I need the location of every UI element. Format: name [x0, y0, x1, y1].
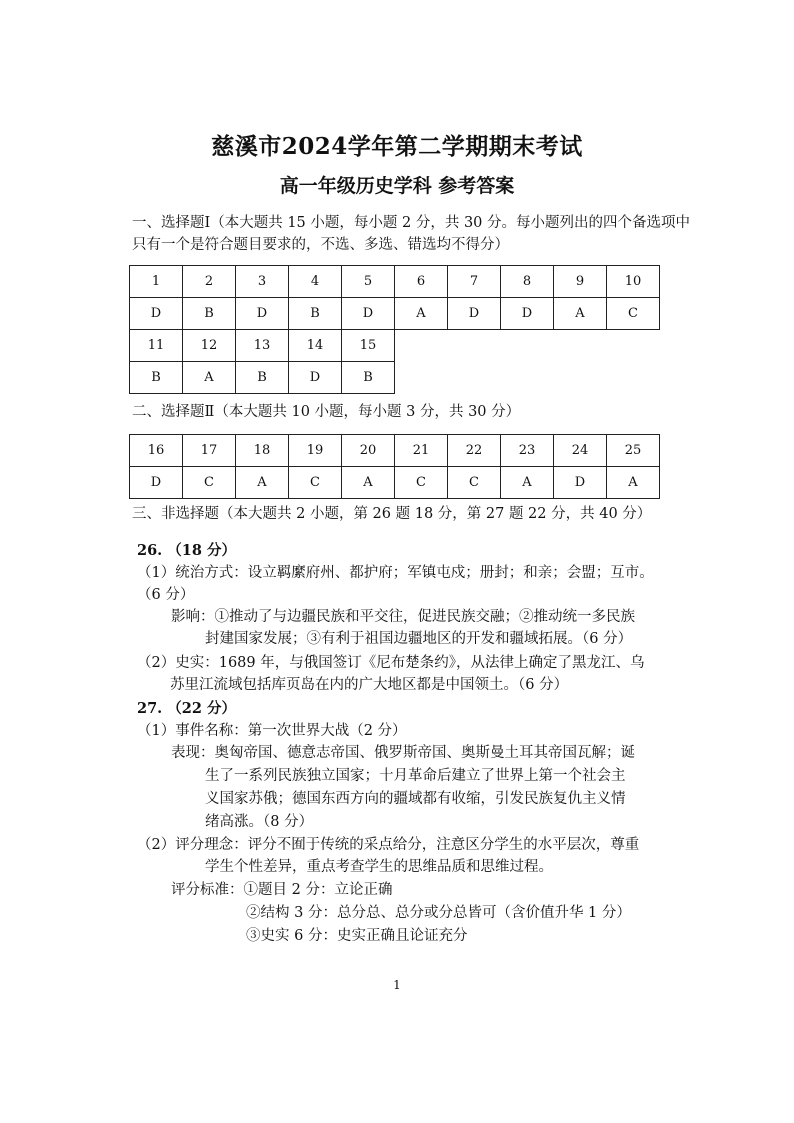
table-cell: D — [130, 467, 183, 499]
empty-cell — [607, 330, 660, 362]
q27-manifest-line1: 表现：奥匈帝国、德意志帝国、俄罗斯帝国、奥斯曼土耳其帝国瓦解；诞 — [171, 745, 635, 761]
table-cell: C — [183, 467, 236, 499]
q27-manifest-line2: 生了一系列民族独立国家；十月革命后建立了世界上第一个社会主 — [205, 768, 626, 784]
table-cell: B — [289, 298, 342, 330]
table-cell: C — [448, 467, 501, 499]
table-cell: B — [342, 362, 395, 394]
table-cell: A — [501, 467, 554, 499]
table-cell: B — [236, 362, 289, 394]
table-cell: A — [607, 467, 660, 499]
q26-heading: 26. （18 分） — [137, 542, 237, 559]
table-cell: C — [607, 298, 660, 330]
table-cell: A — [236, 467, 289, 499]
q26-impact-line2: 封建国家发展；③有利于祖国边疆地区的开发和疆域拓展。（6 分） — [205, 631, 633, 647]
table-cell: 17 — [183, 435, 236, 467]
table-cell: A — [183, 362, 236, 394]
answer-table-section1 — [129, 265, 660, 394]
q27-heading: 27. （22 分） — [137, 700, 237, 717]
table-cell: D — [289, 362, 342, 394]
table-cell: 18 — [236, 435, 289, 467]
table-row-question-numbers — [130, 330, 660, 362]
table-cell: 8 — [501, 266, 554, 298]
table-cell: 19 — [289, 435, 342, 467]
table-cell: 13 — [236, 330, 289, 362]
table-cell: 1 — [130, 266, 183, 298]
table-cell: C — [395, 467, 448, 499]
table-cell: D — [236, 298, 289, 330]
section3-heading: 三、非选择题（本大题共 2 小题，第 26 题 18 分，第 27 题 22 分，共 40 分） — [132, 506, 652, 522]
table-cell: 2 — [183, 266, 236, 298]
empty-cell — [554, 362, 607, 394]
table-cell: D — [448, 298, 501, 330]
q27-manifest-line4: 绪高涨。（8 分） — [205, 814, 314, 830]
q27-criteria-line3: ③史实 6 分：史实正确且论证充分 — [246, 928, 468, 944]
table-cell: 10 — [607, 266, 660, 298]
q26-part2-line1: （2）史实：1689 年，与俄国签订《尼布楚条约》，从法律上确定了黑龙江、乌 — [137, 655, 645, 671]
table-cell: A — [342, 467, 395, 499]
table-cell: 5 — [342, 266, 395, 298]
q26-impact-line1: 影响：①推动了与边疆民族和平交往，促进民族交融；②推动统一多民族 — [171, 609, 635, 625]
q27-criteria-line1: 评分标准：①题目 2 分：立论正确 — [171, 882, 393, 898]
table-cell: C — [289, 467, 342, 499]
q26-part1-line1: （1）统治方式：设立羁縻府州、都护府；军镇屯戍；册封；和亲；会盟；互市。 — [137, 565, 654, 581]
table-cell: 4 — [289, 266, 342, 298]
table-row-question-numbers — [130, 435, 660, 467]
q26-part2-line2: 苏里江流域包括库页岛在内的广大地区都是中国领土。（6 分） — [170, 677, 569, 693]
table-cell: 21 — [395, 435, 448, 467]
table-row-answers — [130, 298, 660, 330]
table-cell: 9 — [554, 266, 607, 298]
table-row-question-numbers — [130, 266, 660, 298]
table-cell: 23 — [501, 435, 554, 467]
q27-criteria-line2: ②结构 3 分：总分总、总分或分总皆可（含价值升华 1 分） — [246, 905, 631, 921]
table-cell: 25 — [607, 435, 660, 467]
empty-cell — [395, 362, 448, 394]
table-cell: 22 — [448, 435, 501, 467]
table-row-answers — [130, 362, 660, 394]
table-cell: A — [395, 298, 448, 330]
table-cell: 15 — [342, 330, 395, 362]
empty-cell — [607, 362, 660, 394]
table-cell: D — [554, 467, 607, 499]
empty-cell — [448, 362, 501, 394]
table-cell: D — [501, 298, 554, 330]
empty-cell — [501, 330, 554, 362]
table-cell: B — [183, 298, 236, 330]
table-cell: 12 — [183, 330, 236, 362]
q26-part1-line2: （6 分） — [137, 587, 195, 603]
q27-part2-line2: 学生个性差异，重点考查学生的思维品质和思维过程。 — [205, 859, 553, 875]
table-cell: 3 — [236, 266, 289, 298]
table-cell: D — [130, 298, 183, 330]
table-cell: 11 — [130, 330, 183, 362]
section1-intro-line2: 只有一个是符合题目要求的，不选、多选、错选均不得分） — [132, 237, 509, 253]
table-cell: 16 — [130, 435, 183, 467]
table-cell: 24 — [554, 435, 607, 467]
empty-cell — [448, 330, 501, 362]
page-subtitle: 高一年级历史学科 参考答案 — [279, 175, 515, 197]
empty-cell — [395, 330, 448, 362]
page-title: 慈溪市2024学年第二学期期末考试 — [211, 133, 583, 160]
table-cell: B — [130, 362, 183, 394]
q27-part2-line1: （2）评分理念：评分不囿于传统的采点给分，注意区分学生的水平层次，尊重 — [137, 837, 640, 853]
section2-heading: 二、选择题Ⅱ（本大题共 10 小题，每小题 3 分，共 30 分） — [132, 404, 521, 420]
section1-intro-line1: 一、选择题Ⅰ（本大题共 15 小题，每小题 2 分，共 30 分。每小题列出的四个备选项中 — [132, 215, 691, 231]
empty-cell — [501, 362, 554, 394]
table-cell: 14 — [289, 330, 342, 362]
table-row-answers — [130, 467, 660, 499]
answer-table-section2 — [129, 434, 660, 499]
q27-part1-line1: （1）事件名称：第一次世界大战（2 分） — [137, 723, 407, 739]
page-number: 1 — [393, 978, 401, 992]
q27-manifest-line3: 义国家苏俄；德国东西方向的疆域都有收缩，引发民族复仇主义情 — [205, 791, 626, 807]
empty-cell — [554, 330, 607, 362]
table-cell: D — [342, 298, 395, 330]
table-cell: A — [554, 298, 607, 330]
table-cell: 6 — [395, 266, 448, 298]
table-cell: 7 — [448, 266, 501, 298]
table-cell: 20 — [342, 435, 395, 467]
